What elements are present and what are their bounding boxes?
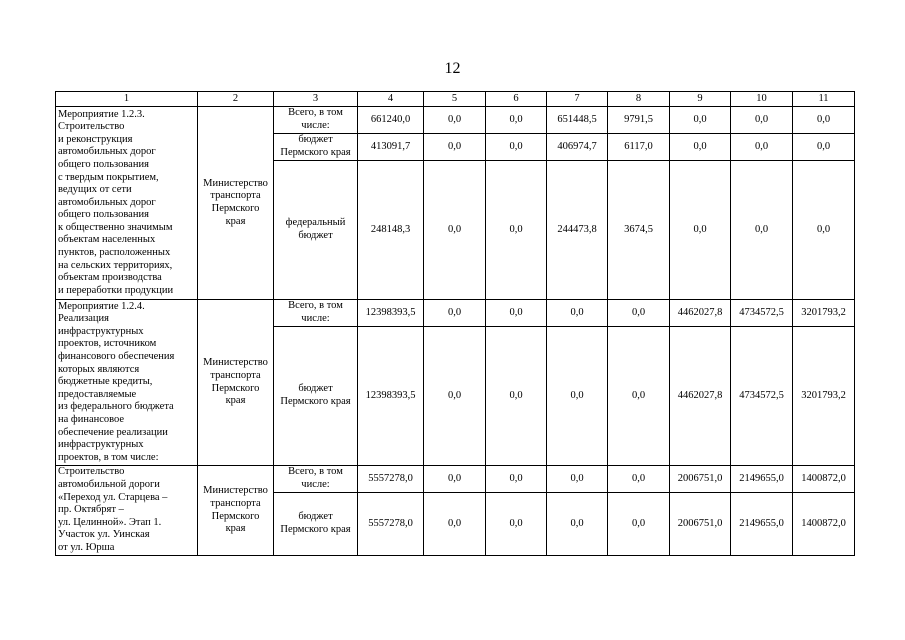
value-cell: 3201793,2 xyxy=(793,300,855,327)
value-cell: 0,0 xyxy=(547,466,608,493)
value-cell: 5557278,0 xyxy=(358,493,424,556)
value-cell: 413091,7 xyxy=(358,134,424,161)
header-row xyxy=(56,92,855,107)
column-header: 7 xyxy=(547,92,608,107)
executor-cell: Министерство транспорта Пермского края xyxy=(198,300,274,466)
source-cell: бюджет Пермского края xyxy=(274,493,358,556)
source-cell: бюджет Пермского края xyxy=(274,327,358,466)
value-cell: 2149655,0 xyxy=(731,466,793,493)
value-cell: 0,0 xyxy=(424,327,486,466)
source-cell: Всего, в том числе: xyxy=(274,300,358,327)
value-cell: 0,0 xyxy=(424,107,486,134)
value-cell: 3674,5 xyxy=(608,161,670,300)
value-cell: 0,0 xyxy=(670,161,731,300)
column-header: 9 xyxy=(670,92,731,107)
value-cell: 0,0 xyxy=(486,161,547,300)
value-cell: 6117,0 xyxy=(608,134,670,161)
page-number: 12 xyxy=(444,60,461,77)
measure-cell: Мероприятие 1.2.4. Реализация инфраструктурных проектов, источником финансового обеспечения которых являются бюджетные кредиты, предоставляемые из федерального бюджета на финансовое обеспечение реализации инфраструктурных проектов, в том числе: xyxy=(56,300,198,466)
value-cell: 0,0 xyxy=(486,493,547,556)
executor-cell: Министерство транспорта Пермского края xyxy=(198,107,274,300)
value-cell: 9791,5 xyxy=(608,107,670,134)
value-cell: 0,0 xyxy=(731,134,793,161)
column-header: 10 xyxy=(731,92,793,107)
value-cell: 0,0 xyxy=(731,161,793,300)
measure-cell: Строительство автомобильной дороги «Переход ул. Старцева – пр. Октябрят – ул. Целинной». Этап 1. Участок ул. Уинская от ул. Юрша xyxy=(56,466,198,556)
value-cell: 0,0 xyxy=(670,134,731,161)
value-cell: 0,0 xyxy=(486,466,547,493)
column-header: 1 xyxy=(56,92,198,107)
column-header: 5 xyxy=(424,92,486,107)
value-cell: 2149655,0 xyxy=(731,493,793,556)
budget-table xyxy=(55,91,855,556)
executor-cell: Министерство транспорта Пермского края xyxy=(198,466,274,556)
value-cell: 2006751,0 xyxy=(670,493,731,556)
value-cell: 0,0 xyxy=(547,300,608,327)
value-cell: 0,0 xyxy=(731,107,793,134)
value-cell: 0,0 xyxy=(424,161,486,300)
value-cell: 4734572,5 xyxy=(731,300,793,327)
value-cell: 4462027,8 xyxy=(670,327,731,466)
value-cell: 0,0 xyxy=(424,493,486,556)
value-cell: 0,0 xyxy=(608,300,670,327)
value-cell: 0,0 xyxy=(424,466,486,493)
value-cell: 661240,0 xyxy=(358,107,424,134)
value-cell: 5557278,0 xyxy=(358,466,424,493)
column-header: 2 xyxy=(198,92,274,107)
source-cell: Всего, в том числе: xyxy=(274,466,358,493)
column-header: 3 xyxy=(274,92,358,107)
value-cell: 4462027,8 xyxy=(670,300,731,327)
value-cell: 0,0 xyxy=(608,493,670,556)
table-row xyxy=(56,107,855,134)
value-cell: 0,0 xyxy=(424,300,486,327)
value-cell: 0,0 xyxy=(670,107,731,134)
value-cell: 0,0 xyxy=(486,300,547,327)
value-cell: 12398393,5 xyxy=(358,300,424,327)
value-cell: 0,0 xyxy=(486,107,547,134)
value-cell: 2006751,0 xyxy=(670,466,731,493)
value-cell: 0,0 xyxy=(547,327,608,466)
value-cell: 0,0 xyxy=(424,134,486,161)
value-cell: 0,0 xyxy=(547,493,608,556)
value-cell: 1400872,0 xyxy=(793,493,855,556)
value-cell: 3201793,2 xyxy=(793,327,855,466)
table-row xyxy=(56,466,855,493)
value-cell: 0,0 xyxy=(608,466,670,493)
source-cell: Всего, в том числе: xyxy=(274,107,358,134)
measure-cell: Мероприятие 1.2.3. Строительство и реконструкция автомобильных дорог общего пользования с твердым покрытием, ведущих от сети автомобильных дорог общего пользования к общественно значимым объектам населенных пунктов, расположенных на сельских территориях, объектам производства и переработки продукции xyxy=(56,107,198,300)
value-cell: 0,0 xyxy=(486,134,547,161)
source-cell: бюджет Пермского края xyxy=(274,134,358,161)
column-header: 11 xyxy=(793,92,855,107)
value-cell: 244473,8 xyxy=(547,161,608,300)
value-cell: 651448,5 xyxy=(547,107,608,134)
value-cell: 4734572,5 xyxy=(731,327,793,466)
value-cell: 0,0 xyxy=(793,107,855,134)
source-cell: федеральный бюджет xyxy=(274,161,358,300)
value-cell: 0,0 xyxy=(486,327,547,466)
value-cell: 0,0 xyxy=(793,161,855,300)
value-cell: 12398393,5 xyxy=(358,327,424,466)
column-header: 4 xyxy=(358,92,424,107)
value-cell: 1400872,0 xyxy=(793,466,855,493)
column-header: 8 xyxy=(608,92,670,107)
value-cell: 406974,7 xyxy=(547,134,608,161)
value-cell: 0,0 xyxy=(793,134,855,161)
column-header: 6 xyxy=(486,92,547,107)
value-cell: 248148,3 xyxy=(358,161,424,300)
table-row xyxy=(56,300,855,327)
value-cell: 0,0 xyxy=(608,327,670,466)
